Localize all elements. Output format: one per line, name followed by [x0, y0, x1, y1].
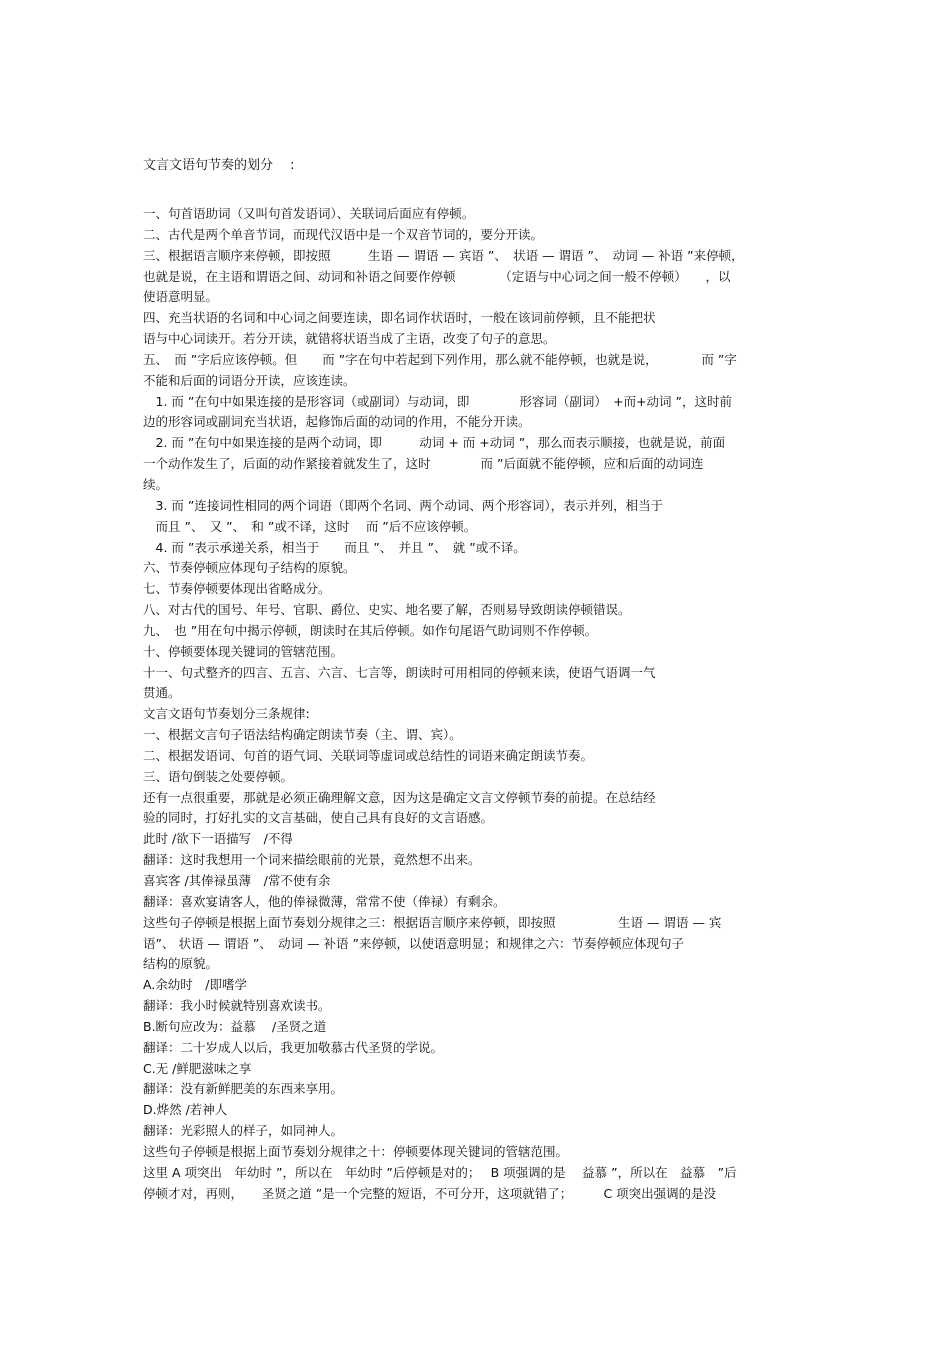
body-line: 验的同时，打好扎实的文言基础，使自己具有良好的文言语感。 — [143, 810, 494, 826]
body-line: 翻译：没有新鲜肥美的东西来享用。 — [143, 1081, 344, 1097]
body-line: 十一、句式整齐的四言、五言、六言、七言等，朗读时可用相同的停顿来读，使语气语调一气 — [143, 664, 656, 680]
body-line: 这些句子停顿是根据上面节奏划分规律之三：根据语言顺序来停顿，即按照 生语 — 谓语 — 宾 — [143, 914, 722, 930]
body-line: 续。 — [143, 476, 169, 492]
body-line: 而且 ”、 又 ”、 和 ”或不译，这时 而 ”后不应该停顿。 — [143, 518, 477, 534]
body-line: 二、古代是两个单音节词，而现代汉语中是一个双音节词的，要分开读。 — [143, 226, 544, 242]
body-line: 不能和后面的词语分开读，应该连读。 — [143, 372, 356, 388]
document-body — [143, 204, 808, 1205]
body-line: D.烨然 /若神人 — [143, 1102, 228, 1118]
body-line: 九、 也 ”用在句中揭示停顿，朗读时在其后停顿。如作句尾语气助词则不作停顿。 — [143, 622, 598, 638]
body-line: 停顿才对，再则， 圣贤之道 ”是一个完整的短语，不可分开，这项就错了； C 项突出强调的是没 — [143, 1185, 717, 1201]
body-line: C.无 /鲜肥滋味之享 — [143, 1060, 252, 1076]
body-line: 这些句子停顿是根据上面节奏划分规律之十：停顿要体现关键词的管辖范围。 — [143, 1143, 569, 1159]
body-line: 翻译：喜欢宴请客人，他的俸禄微薄，常常不使（俸禄）有剩余。 — [143, 893, 506, 909]
body-line: 五、 而 ”字后应该停顿。但 而 ”字在句中若起到下列作用，那么就不能停顿，也就是说， 而 ”字 — [143, 351, 737, 367]
document-page — [143, 155, 808, 1205]
body-line: 一个动作发生了，后面的动作紧接着就发生了，这时 而 ”后面就不能停顿，应和后面的动词连 — [143, 456, 704, 472]
body-line: 七、节奏停顿要体现出省略成分。 — [143, 581, 331, 597]
body-line: 也就是说，在主语和谓语之间、动词和补语之间要作停顿 （定语与中心词之间一般不停顿） ，以 — [143, 268, 731, 284]
body-line: A.余幼时 /即嗜学 — [143, 977, 248, 993]
body-line: B.断句应改为：益慕 /圣贤之道 — [143, 1018, 327, 1034]
body-line: 4. 而 ”表示承递关系，相当于 而且 ”、 并且 ”、 就 ”或不译。 — [143, 539, 526, 555]
body-line: 一、句首语助词（又叫句首发语词）、关联词后面应有停顿。 — [143, 206, 475, 221]
body-line: 六、节奏停顿应体现句子结构的原貌。 — [143, 560, 356, 576]
body-line: 边的形容词或副词充当状语，起修饰后面的动词的作用，不能分开读。 — [143, 414, 531, 430]
body-line: 三、语句倒装之处要停顿。 — [143, 768, 294, 784]
body-line: 一、根据文言句子语法结构确定朗读节奏（主、谓、宾）。 — [143, 727, 462, 743]
body-line: 1. 而 ”在句中如果连接的是形容词（或副词）与动词，即 形容词（副词） +而+动词 ”，这时前 — [143, 393, 732, 409]
body-line: 文言文语句节奏划分三条规律: — [143, 706, 310, 722]
body-line: 翻译：这时我想用一个词来描绘眼前的光景，竟然想不出来。 — [143, 852, 481, 868]
body-line: 四、充当状语的名词和中心词之间要连读，即名词作状语时，一般在该词前停顿，且不能把状 — [143, 310, 656, 326]
body-line: 结构的原貌。 — [143, 956, 219, 972]
body-line: 还有一点很重要，那就是必须正确理解文意，因为这是确定文言文停顿节奏的前提。在总结经 — [143, 789, 656, 805]
body-line: 使语意明显。 — [143, 289, 219, 305]
body-line: 2. 而 ”在句中如果连接的是两个动词，即 动词 + 而 +动词 ”，那么而表示顺接，也就是说，前面 — [143, 435, 726, 451]
body-line: 语与中心词读开。若分开读，就错将状语当成了主语，改变了句子的意思。 — [143, 331, 556, 347]
body-line: 此时 /欲下一语描写 /不得 — [143, 831, 293, 847]
body-line: 这里 A 项突出 年幼时 ”，所以在 年幼时 ”后停顿是对的； B 项强调的是 益慕 ”，所以在 益慕 ”后 — [143, 1164, 737, 1180]
body-line: 翻译：光彩照人的样子，如同神人。 — [143, 1123, 344, 1139]
document-title: 文言文语句节奏的划分 : — [143, 158, 295, 173]
body-line: 语”、 状语 — 谓语 ”、 动词 — 补语 ”来停顿，以使语意明显；和规律之六：节奏停顿应体现句子 — [143, 935, 684, 951]
body-line: 八、对古代的国号、年号、官职、爵位、史实、地名要了解，否则易导致朗读停顿错误。 — [143, 602, 631, 618]
body-line: 翻译：我小时候就特别喜欢读书。 — [143, 998, 331, 1014]
body-line: 喜宾客 /其俸禄虽薄 /常不使有余 — [143, 873, 331, 888]
body-line: 十、停顿要体现关键词的管辖范围。 — [143, 643, 344, 659]
body-line: 三、根据语言顺序来停顿，即按照 生语 — 谓语 — 宾语 ”、 状语 — 谓语 ”、 动词 — 补语 ”来停顿， — [143, 247, 744, 263]
body-line: 翻译：二十岁成人以后，我更加敬慕古代圣贤的学说。 — [143, 1039, 444, 1055]
body-line: 3. 而 ”连接词性相同的两个词语（即两个名词、两个动词、两个形容词），表示并列，相当于 — [143, 497, 664, 513]
body-line: 贯通。 — [143, 685, 181, 701]
body-line: 二、根据发语词、句首的语气词、关联词等虚词或总结性的词语来确定朗读节奏。 — [143, 747, 594, 763]
